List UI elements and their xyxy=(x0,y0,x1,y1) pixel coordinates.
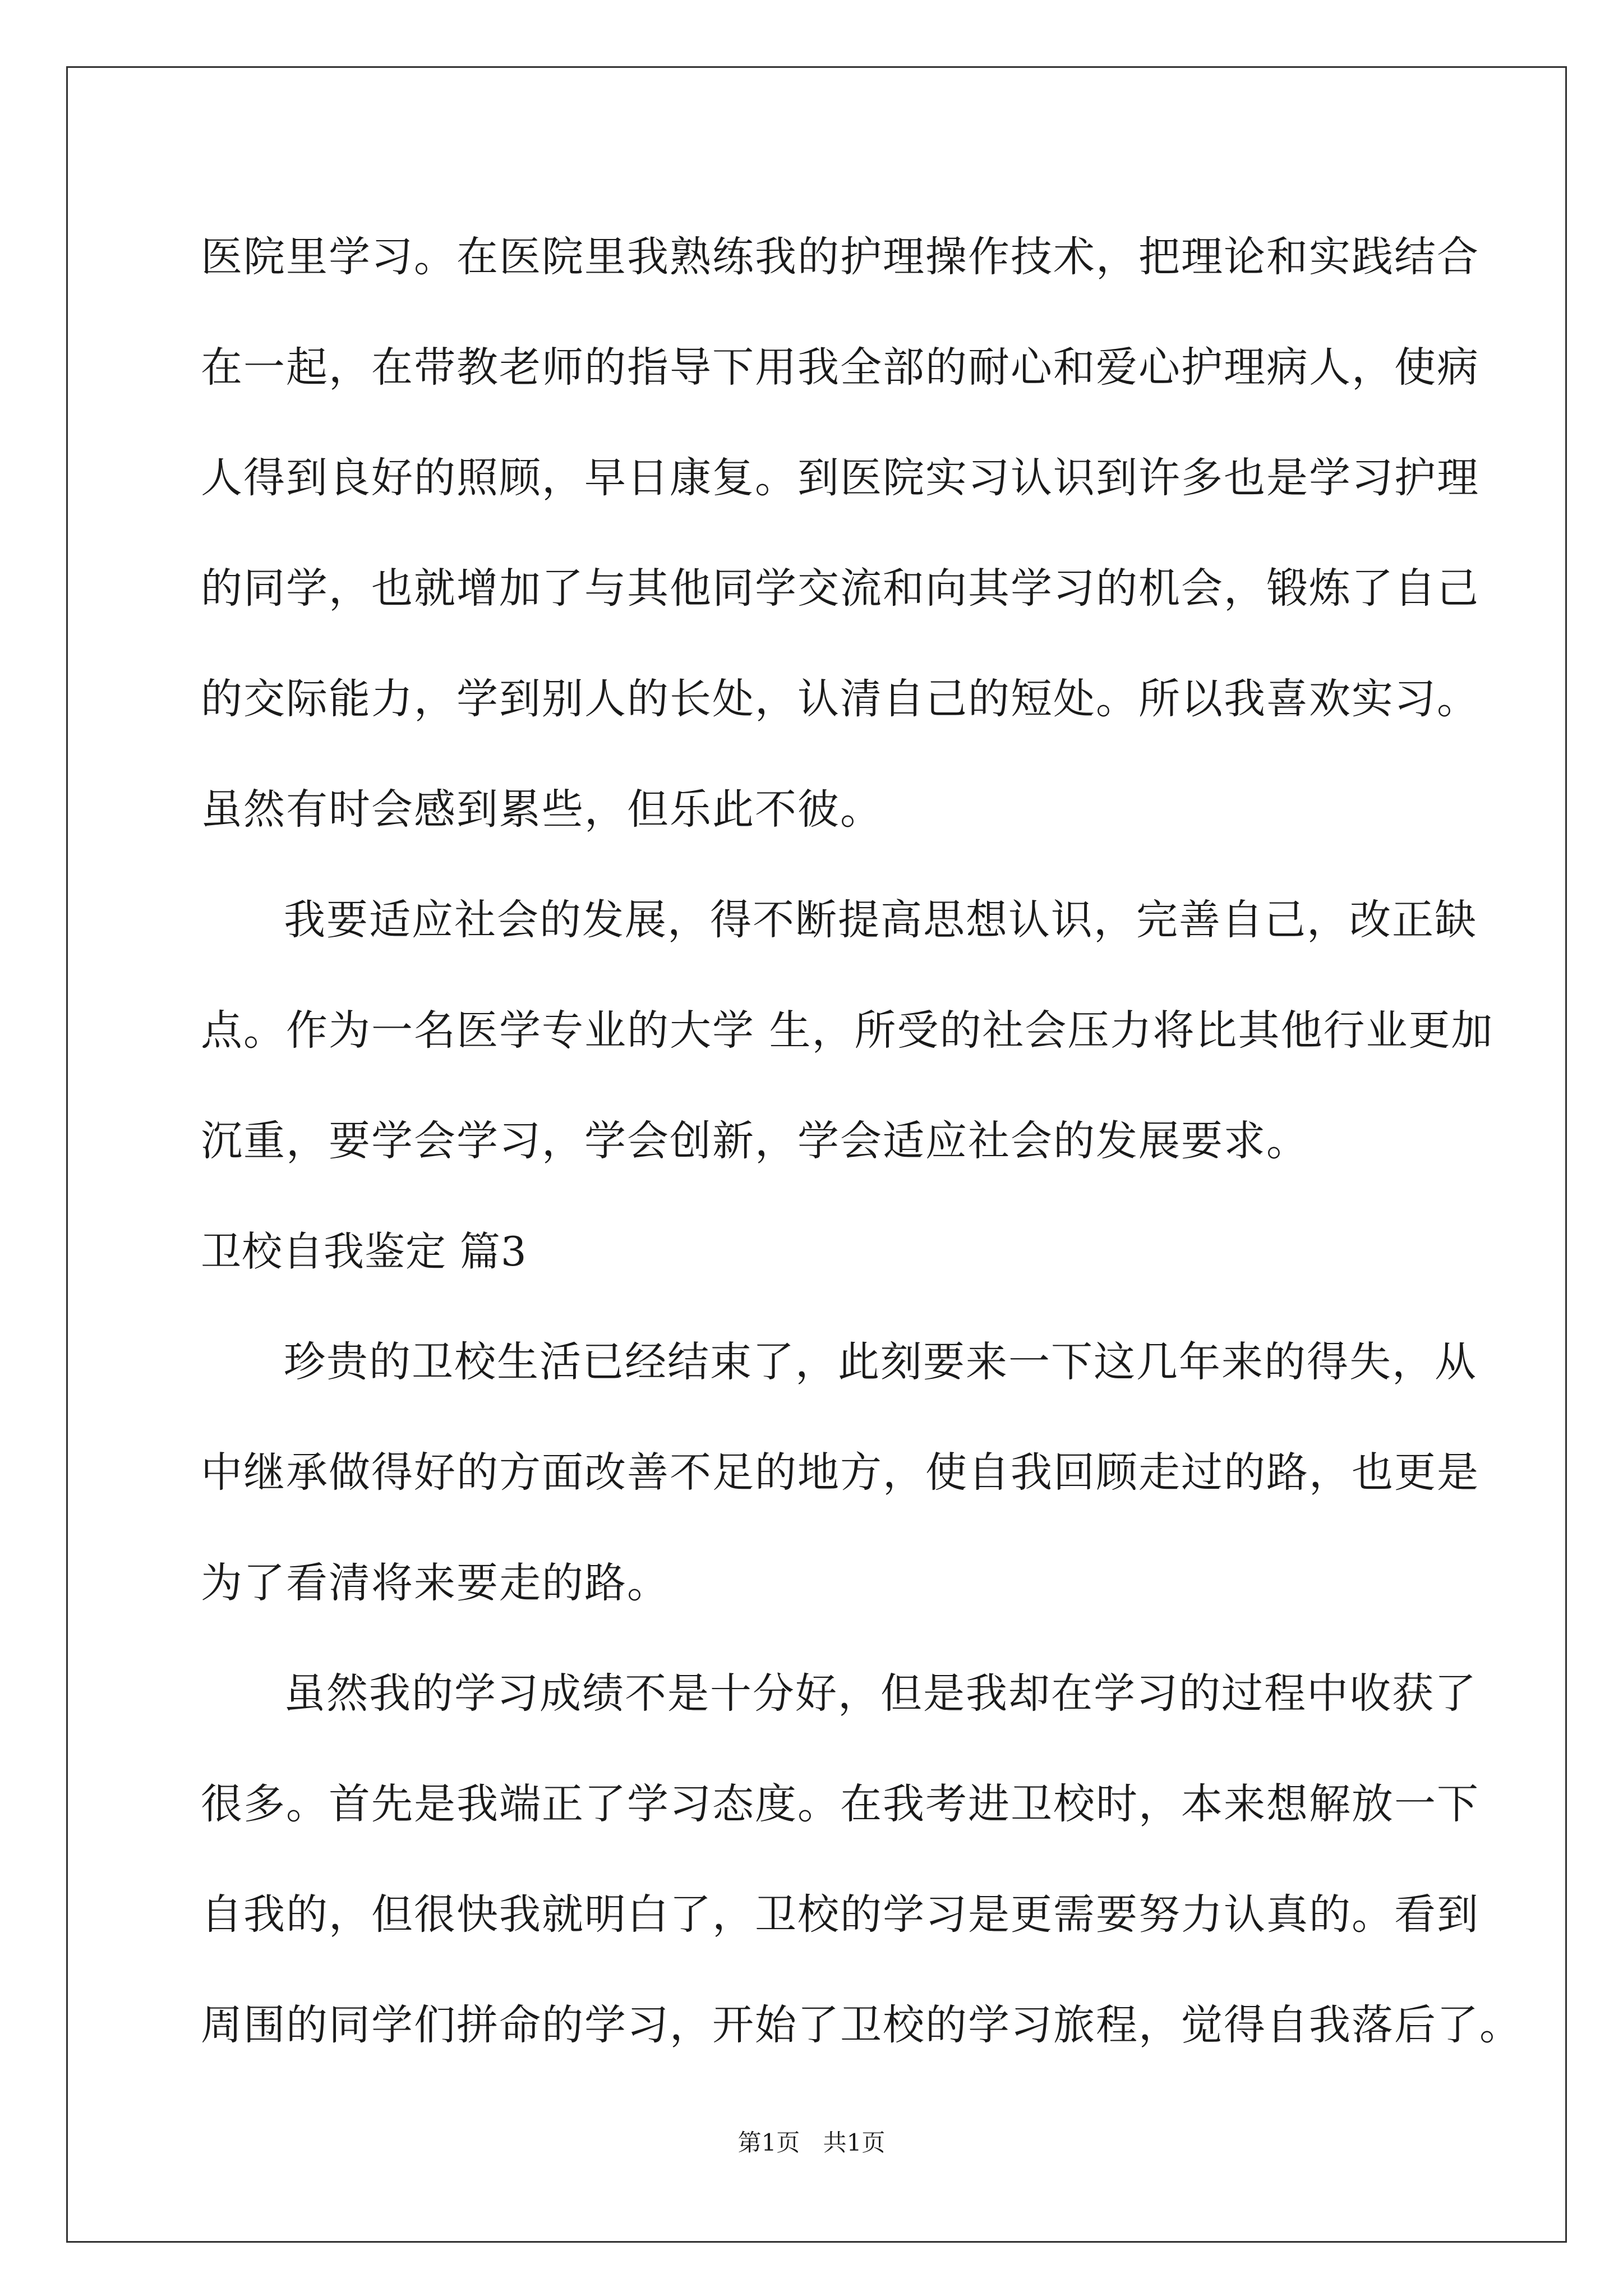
paragraph-first-line: 我要适应社会的发展，得不断提高思想认识，完善自己，改正缺 xyxy=(284,896,1477,944)
paragraph-first-line: 珍贵的卫校生活已经结束了，此刻要来一下这几年来的得失，从 xyxy=(284,1338,1477,1386)
document-body xyxy=(201,202,1522,2081)
text-line: 的同学，也就增加了与其他同学交流和向其学习的机会，锻炼了自己 xyxy=(201,564,1479,613)
page-footer xyxy=(0,2126,1623,2160)
text-line: 周围的同学们拼命的学习，开始了卫校的学习旅程，觉得自我落后了。 xyxy=(201,2001,1522,2049)
text-line: 在一起，在带教老师的指导下用我全部的耐心和爱心护理病人，使病 xyxy=(201,343,1479,392)
text-line: 人得到良好的照顾，早日康复。到医院实习认识到许多也是学习护理 xyxy=(201,454,1479,502)
text-line: 医院里学习。在医院里我熟练我的护理操作技术，把理论和实践结合 xyxy=(201,233,1479,281)
page-number-current: 第1页 xyxy=(737,2129,800,2156)
text-line: 虽然有时会感到累些，但乐此不彼。 xyxy=(201,785,883,834)
text-line: 自我的，但很快我就明白了，卫校的学习是更需要努力认真的。看到 xyxy=(201,1890,1479,1939)
text-line: 中继承做得好的方面改善不足的地方，使自我回顾走过的路，也更是 xyxy=(201,1448,1479,1497)
text-line: 的交际能力，学到别人的长处，认清自己的短处。所以我喜欢实习。 xyxy=(201,675,1479,723)
page-number-total: 共1页 xyxy=(823,2129,886,2156)
text-line: 点。作为一名医学专业的大学 生，所受的社会压力将比其他行业更加 xyxy=(201,1006,1494,1055)
text-line: 很多。首先是我端正了学习态度。在我考进卫校时，本来想解放一下 xyxy=(201,1780,1479,1828)
section-heading: 卫校自我鉴定 篇3 xyxy=(201,1228,527,1275)
paragraph-first-line: 虽然我的学习成绩不是十分好，但是我却在学习的过程中收获了 xyxy=(284,1669,1477,1718)
text-line: 为了看清将来要走的路。 xyxy=(201,1559,670,1607)
text-line: 沉重，要学会学习，学会创新，学会适应社会的发展要求。 xyxy=(201,1117,1309,1165)
